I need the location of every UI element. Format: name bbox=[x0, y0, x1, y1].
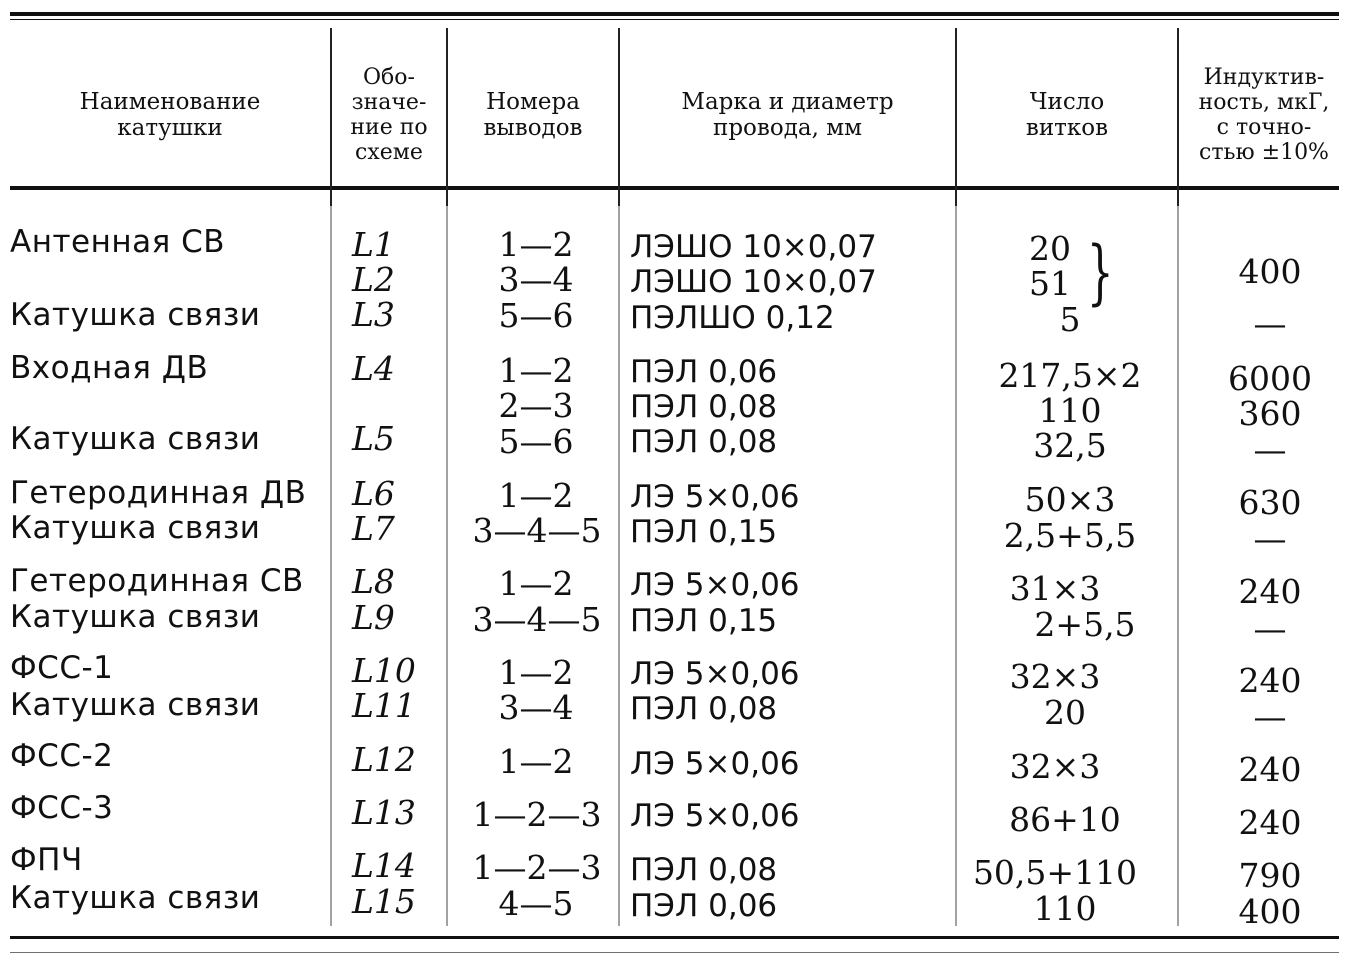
row-1-name: Антенная СВ bbox=[10, 224, 226, 260]
header-turns bbox=[957, 40, 1177, 190]
header-wire bbox=[620, 40, 955, 190]
body-separator-2 bbox=[446, 206, 448, 926]
row-4-turns: 217,5×2 bbox=[998, 356, 1142, 395]
row-3-name: Катушка связи bbox=[10, 297, 261, 333]
row-16-turns: 110 bbox=[1033, 889, 1097, 928]
row-16-inductance: 400 bbox=[1238, 892, 1302, 931]
row-13-turns: 32×3 bbox=[1009, 747, 1101, 786]
row-12-name: Катушка связи bbox=[10, 687, 261, 723]
body-separator-1 bbox=[330, 206, 332, 926]
row-1-designation: L1 bbox=[352, 225, 395, 264]
row-5-turns: 110 bbox=[1038, 391, 1102, 430]
row-7-name: Гетеродинная ДВ bbox=[10, 475, 307, 511]
row-8-pins: 3—4—5 bbox=[472, 511, 602, 550]
row-10-name: Катушка связи bbox=[10, 599, 261, 635]
row-14-turns: 86+10 bbox=[1009, 800, 1121, 839]
header-inductance bbox=[1179, 40, 1349, 190]
row-16-wire: ПЭЛ 0,06 bbox=[630, 888, 778, 924]
row-8-name: Катушка связи bbox=[10, 510, 261, 546]
row-15-designation: L14 bbox=[352, 846, 416, 885]
row-10-wire: ПЭЛ 0,15 bbox=[630, 603, 778, 639]
header-pins-text: Номера выводов bbox=[483, 89, 583, 141]
row-12-turns: 20 bbox=[1044, 693, 1086, 732]
row-8-turns: 2,5+5,5 bbox=[1003, 516, 1137, 555]
row-5-inductance: 360 bbox=[1238, 394, 1302, 433]
row-12-pins: 3—4 bbox=[498, 688, 574, 727]
row-11-turns: 32×3 bbox=[1009, 657, 1101, 696]
row-7-wire: ЛЭ 5×0,06 bbox=[630, 479, 800, 515]
row-7-inductance: 630 bbox=[1238, 483, 1302, 522]
turns-brace: } bbox=[1086, 231, 1114, 313]
row-8-inductance: — bbox=[1253, 519, 1287, 558]
row-10-pins: 3—4—5 bbox=[472, 600, 602, 639]
row-11-name: ФСС-1 bbox=[10, 650, 114, 686]
header-pins bbox=[448, 40, 618, 190]
row-10-inductance: — bbox=[1253, 609, 1287, 648]
header-name bbox=[10, 40, 330, 190]
row-9-turns: 31×3 bbox=[1009, 569, 1101, 608]
row-6-wire: ПЭЛ 0,08 bbox=[630, 424, 778, 460]
row-10-turns: 2+5,5 bbox=[1034, 605, 1136, 644]
bottom-rule-thin bbox=[10, 952, 1339, 953]
top-rule-thin bbox=[10, 19, 1339, 20]
row-3-wire: ПЭЛШО 0,12 bbox=[630, 300, 835, 336]
row-6-name: Катушка связи bbox=[10, 421, 261, 457]
row-14-inductance: 240 bbox=[1238, 803, 1302, 842]
row-11-pins: 1—2 bbox=[498, 653, 574, 692]
header-name-text: Наименование катушки bbox=[79, 89, 261, 141]
top-rule-thick bbox=[10, 12, 1339, 16]
row-8-wire: ПЭЛ 0,15 bbox=[630, 514, 778, 550]
row-6-inductance: — bbox=[1253, 430, 1287, 469]
row-15-pins: 1—2—3 bbox=[472, 848, 602, 887]
row-4-pins: 1—2 bbox=[498, 351, 574, 390]
row-11-wire: ЛЭ 5×0,06 bbox=[630, 656, 800, 692]
row-14-wire: ЛЭ 5×0,06 bbox=[630, 798, 800, 834]
header-wire-text: Марка и диаметр провода, мм bbox=[681, 89, 894, 141]
row-15-wire: ПЭЛ 0,08 bbox=[630, 852, 778, 888]
row-6-designation: L5 bbox=[352, 419, 395, 458]
row-9-name: Гетеродинная СВ bbox=[10, 563, 304, 599]
row-4-wire: ПЭЛ 0,06 bbox=[630, 354, 778, 390]
row-6-pins: 5—6 bbox=[498, 422, 574, 461]
row-13-name: ФСС-2 bbox=[10, 738, 114, 774]
header-turns-text: Число витков bbox=[1025, 89, 1109, 141]
row-5-pins: 2—3 bbox=[498, 386, 574, 425]
row-4-designation: L4 bbox=[352, 349, 395, 388]
row-1-wire: ЛЭШО 10×0,07 bbox=[630, 229, 877, 265]
row-12-designation: L11 bbox=[352, 686, 416, 725]
row-4-inductance: 6000 bbox=[1228, 359, 1312, 398]
row-2-turns: 51 bbox=[1029, 264, 1071, 303]
row-9-pins: 1—2 bbox=[498, 564, 574, 603]
row-15-inductance: 790 bbox=[1238, 856, 1302, 895]
row-14-name: ФСС-3 bbox=[10, 790, 114, 826]
row-15-turns: 50,5+110 bbox=[972, 853, 1138, 892]
body-separator-3 bbox=[618, 206, 620, 926]
row-9-designation: L8 bbox=[352, 562, 395, 601]
row-9-inductance: 240 bbox=[1238, 572, 1302, 611]
row-13-wire: ЛЭ 5×0,06 bbox=[630, 746, 800, 782]
row-16-pins: 4—5 bbox=[498, 884, 574, 923]
row-4-name: Входная ДВ bbox=[10, 350, 209, 386]
row-13-inductance: 240 bbox=[1238, 750, 1302, 789]
row-11-designation: L10 bbox=[352, 651, 416, 690]
row-11-inductance: 240 bbox=[1238, 661, 1302, 700]
row-9-wire: ЛЭ 5×0,06 bbox=[630, 567, 800, 603]
row-1-turns: 20 bbox=[1029, 229, 1071, 268]
row-10-designation: L9 bbox=[352, 598, 395, 637]
row-2-designation: L2 bbox=[352, 260, 395, 299]
row-14-pins: 1—2—3 bbox=[472, 795, 602, 834]
row-13-designation: L12 bbox=[352, 740, 416, 779]
row-16-designation: L15 bbox=[352, 882, 416, 921]
row-2-inductance: 400 bbox=[1238, 252, 1302, 291]
row-3-designation: L3 bbox=[352, 295, 395, 334]
row-7-turns: 50×3 bbox=[1024, 480, 1116, 519]
row-7-pins: 1—2 bbox=[498, 476, 574, 515]
bottom-rule bbox=[10, 936, 1339, 939]
row-5-wire: ПЭЛ 0,08 bbox=[630, 389, 778, 425]
row-14-designation: L13 bbox=[352, 793, 416, 832]
row-16-name: Катушка связи bbox=[10, 880, 261, 916]
row-13-pins: 1—2 bbox=[498, 742, 574, 781]
row-3-inductance: — bbox=[1253, 304, 1287, 343]
row-8-designation: L7 bbox=[352, 509, 395, 548]
header-designation-text: Обо- значе- ние по схеме bbox=[350, 65, 428, 165]
row-12-wire: ПЭЛ 0,08 bbox=[630, 691, 778, 727]
row-2-wire: ЛЭШО 10×0,07 bbox=[630, 264, 877, 300]
row-15-name: ФПЧ bbox=[10, 842, 83, 878]
row-2-pins: 3—4 bbox=[498, 260, 574, 299]
header-designation bbox=[332, 40, 446, 190]
row-3-pins: 5—6 bbox=[498, 296, 574, 335]
row-3-turns: 5 bbox=[1059, 300, 1081, 339]
row-1-pins: 1—2 bbox=[498, 225, 574, 264]
header-inductance-text: Индуктив- ность, мкГ, с точно- стью ±10% bbox=[1198, 65, 1330, 165]
row-12-inductance: — bbox=[1253, 697, 1287, 736]
row-6-turns: 32,5 bbox=[1033, 426, 1107, 465]
row-7-designation: L6 bbox=[352, 474, 395, 513]
